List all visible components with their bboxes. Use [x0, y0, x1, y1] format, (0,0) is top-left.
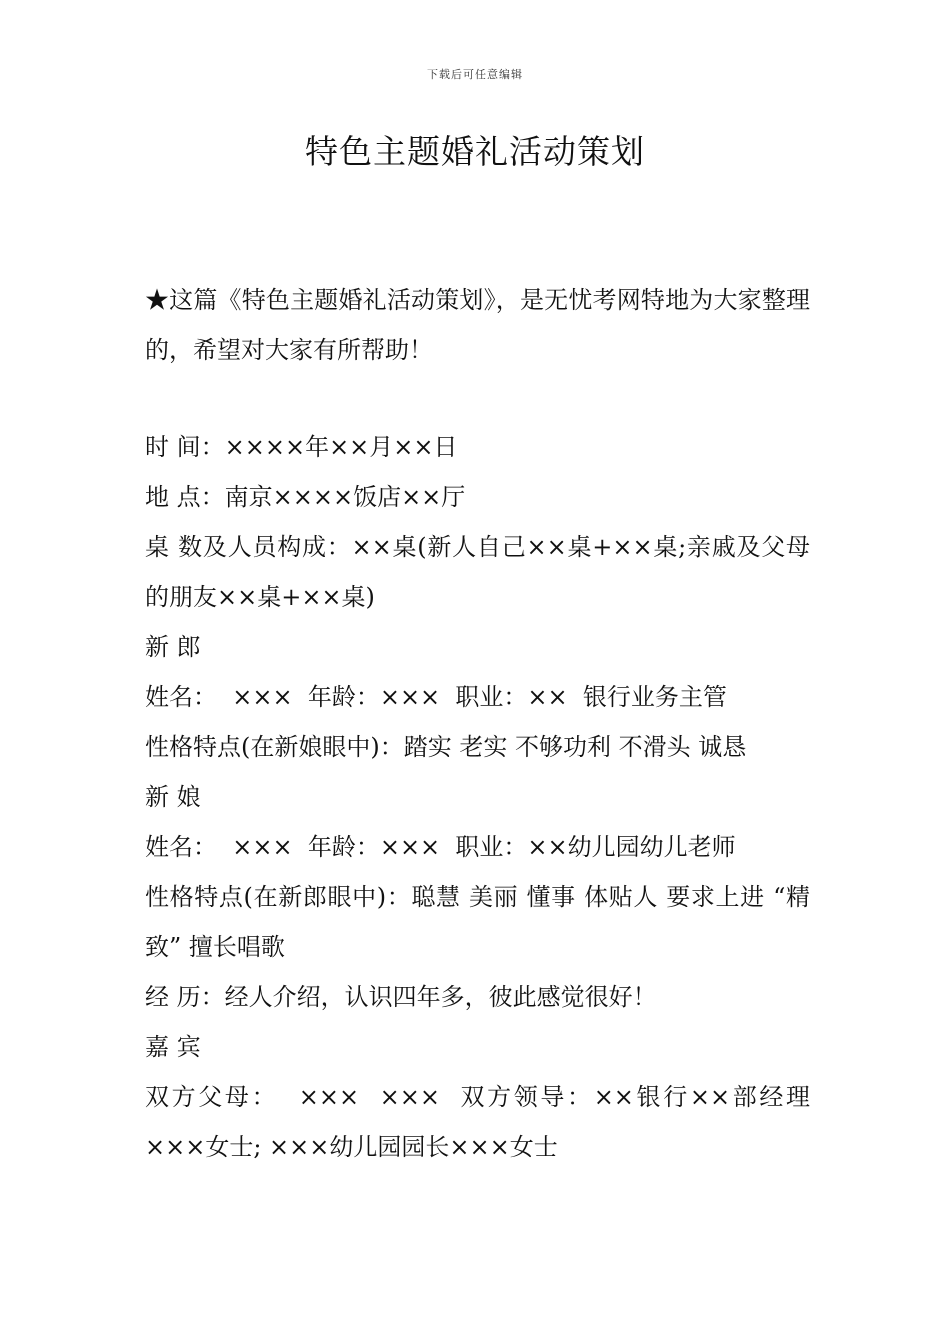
header-note: 下载后可任意编辑 — [427, 68, 523, 81]
bride-heading: 新 娘 — [145, 783, 201, 811]
location-line: 地 点：南京××××饭店××厅 — [145, 483, 466, 511]
experience-line: 经 历：经人介绍，认识四年多，彼此感觉很好！ — [145, 983, 657, 1011]
groom-traits-line: 性格特点(在新娘眼中)：踏实 老实 不够功利 不滑头 诚恳 — [145, 733, 747, 761]
groom-info-line: 姓名： ××× 年龄：××× 职业：×× 银行业务主管 — [145, 683, 727, 711]
groom-heading: 新 郎 — [145, 633, 201, 661]
guests-heading: 嘉 宾 — [145, 1033, 201, 1061]
tables-line: 桌 数及人员构成：××桌(新人自己××桌+××桌;亲戚及父母的朋友××桌+××桌) — [145, 533, 810, 611]
bride-info-line: 姓名： ××× 年龄：××× 职业：××幼儿园幼儿老师 — [145, 833, 736, 861]
bride-traits-line: 性格特点(在新郎眼中)：聪慧 美丽 懂事 体贴人 要求上进 “精致” 擅长唱歌 — [145, 883, 810, 961]
document-title: 特色主题婚礼活动策划 — [305, 132, 645, 171]
guests-line: 双方父母： ××× ××× 双方领导：××银行××部经理×××女士; ×××幼儿园园长×××女士 — [145, 1083, 810, 1161]
intro-paragraph: ★这篇《特色主题婚礼活动策划》，是无忧考网特地为大家整理的，希望对大家有所帮助！ — [145, 286, 810, 364]
details-section — [145, 422, 810, 1172]
time-line: 时 间：××××年××月××日 — [145, 433, 458, 461]
